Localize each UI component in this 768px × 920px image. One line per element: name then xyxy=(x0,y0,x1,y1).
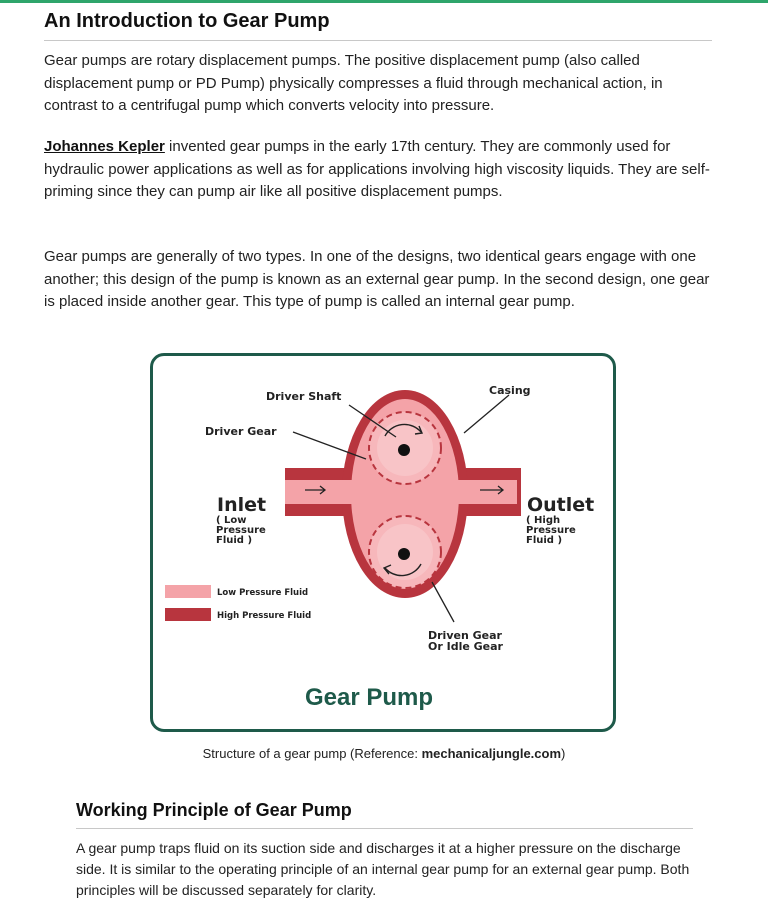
history-paragraph-text: invented gear pumps in the early 17th century. They are commonly used for hydraulic power applications as well as for applications involving high viscosity liquids. They are self-priming since they can pump air like all positive displacement pumps. xyxy=(44,138,710,200)
gear-pump-diagram xyxy=(153,356,613,729)
top-accent-rule xyxy=(0,0,768,3)
figure-title: Gear Pump xyxy=(304,684,434,711)
caption-end: ) xyxy=(561,746,566,761)
gear-pump-figure xyxy=(150,353,616,732)
label-casing: Casing xyxy=(489,384,531,397)
driven-gear xyxy=(369,516,441,588)
types-paragraph: Gear pumps are generally of two types. In one of the designs, two identical gears engage with one another; this design of the pump is known as an external gear pump. In the second design, one gear is placed inside another gear. This type of pump is called an internal gear pump. xyxy=(44,248,710,310)
label-driver-shaft: Driver Shaft xyxy=(266,390,342,403)
caption-source: mechanicaljungle.com xyxy=(421,746,562,761)
label-driver-gear: Driver Gear xyxy=(205,425,277,438)
legend xyxy=(165,585,311,621)
legend-swatch-low xyxy=(165,585,211,598)
driver-gear xyxy=(369,412,441,484)
section-divider xyxy=(76,828,693,829)
label-inlet: Inlet xyxy=(217,494,267,516)
figure-caption xyxy=(0,746,768,761)
label-inlet-sub1: ( Low xyxy=(216,515,247,526)
legend-label-high: High Pressure Fluid xyxy=(217,611,312,621)
label-outlet-sub2: Pressure xyxy=(526,525,576,536)
legend-swatch-high xyxy=(165,608,211,621)
title-divider xyxy=(44,40,712,41)
legend-label-low: Low Pressure Fluid xyxy=(217,588,309,598)
history-paragraph xyxy=(44,136,716,204)
label-outlet-sub3: Fluid ) xyxy=(526,535,563,546)
section-title: Working Principle of Gear Pump xyxy=(76,800,352,820)
working-principle-paragraph: A gear pump traps fluid on its suction side and discharges it at a higher pressure on the discharge side. It is similar to the operating principle of an internal gear pump for an external gear pump. Both principles will be discussed separately for clarity. xyxy=(76,840,690,898)
caption-text: Structure of a gear pump (Reference: xyxy=(202,746,422,761)
label-outlet: Outlet xyxy=(527,494,595,516)
intro-paragraph: Gear pumps are rotary displacement pumps. The positive displacement pump (also called displacement pump or PD Pump) physically compresses a fluid through mechanical action, in contrast to a centrifugal pump which converts velocity into pressure. xyxy=(44,52,663,114)
kepler-link[interactable]: Johannes Kepler xyxy=(44,138,165,155)
article-title: An Introduction to Gear Pump xyxy=(44,10,330,32)
label-inlet-sub2: Pressure xyxy=(216,525,266,536)
label-driven-gear-2: Or Idle Gear xyxy=(428,640,503,653)
label-outlet-sub1: ( High xyxy=(526,515,561,526)
label-driven-gear-1: Driven Gear xyxy=(428,629,502,642)
label-inlet-sub3: Fluid ) xyxy=(216,535,253,546)
